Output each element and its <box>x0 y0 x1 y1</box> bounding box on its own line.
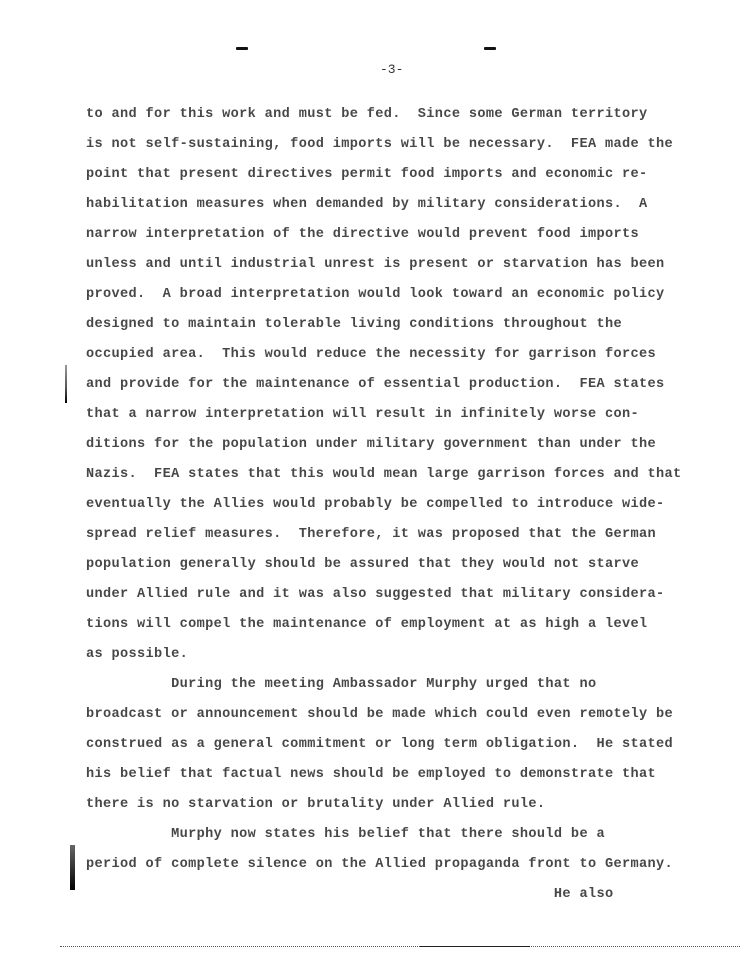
text-line: proved. A broad interpretation would look toward an economic policy <box>86 287 665 302</box>
text-line: Nazis. FEA states that this would mean large garrison forces and that <box>86 467 682 482</box>
text-line: period of complete silence on the Allied propaganda front to Germany. <box>86 857 674 872</box>
text-line: under Allied rule and it was also suggested that military considera- <box>86 587 665 602</box>
text-line: his belief that factual news should be employed to demonstrate that <box>86 767 657 782</box>
text-line: spread relief measures. Therefore, it was proposed that the German <box>86 527 657 542</box>
margin-ink-mark <box>70 845 75 890</box>
text-line: is not self-sustaining, food imports will be necessary. FEA made the <box>86 137 674 152</box>
text-line: and provide for the maintenance of essential production. FEA states <box>86 377 665 392</box>
text-line: eventually the Allies would probably be compelled to introduce wide- <box>86 497 665 512</box>
text-line: habilitation measures when demanded by military considerations. A <box>86 197 648 212</box>
text-line: that a narrow interpretation will result in infinitely worse con- <box>86 407 639 422</box>
punch-hole-mark-left <box>236 47 248 50</box>
text-line: occupied area. This would reduce the necessity for garrison forces <box>86 347 657 362</box>
text-line: there is no starvation or brutality under Allied rule. <box>86 797 546 812</box>
text-line: population generally should be assured that they would not starve <box>86 557 639 572</box>
text-line: narrow interpretation of the directive would prevent food imports <box>86 227 639 242</box>
margin-pencil-mark <box>65 365 67 403</box>
text-line: ditions for the population under military government than under the <box>86 437 657 452</box>
bottom-scan-artifact-line <box>60 946 740 947</box>
text-line: He also <box>86 887 614 902</box>
page-number: -3- <box>380 62 404 77</box>
text-line: unless and until industrial unrest is present or starvation has been <box>86 257 665 272</box>
text-line: tions will compel the maintenance of employment at as high a level <box>86 617 648 632</box>
text-line: construed as a general commitment or long term obligation. He stated <box>86 737 674 752</box>
text-line: broadcast or announcement should be made which could even remotely be <box>86 707 674 722</box>
bottom-scan-artifact-solid <box>420 946 530 947</box>
text-line: designed to maintain tolerable living conditions throughout the <box>86 317 622 332</box>
text-line: as possible. <box>86 647 189 662</box>
punch-hole-mark-right <box>484 47 496 50</box>
text-line: During the meeting Ambassador Murphy urged that no <box>86 677 597 692</box>
text-line: to and for this work and must be fed. Since some German territory <box>86 107 648 122</box>
text-line: Murphy now states his belief that there should be a <box>86 827 605 842</box>
text-line: point that present directives permit food imports and economic re- <box>86 167 648 182</box>
